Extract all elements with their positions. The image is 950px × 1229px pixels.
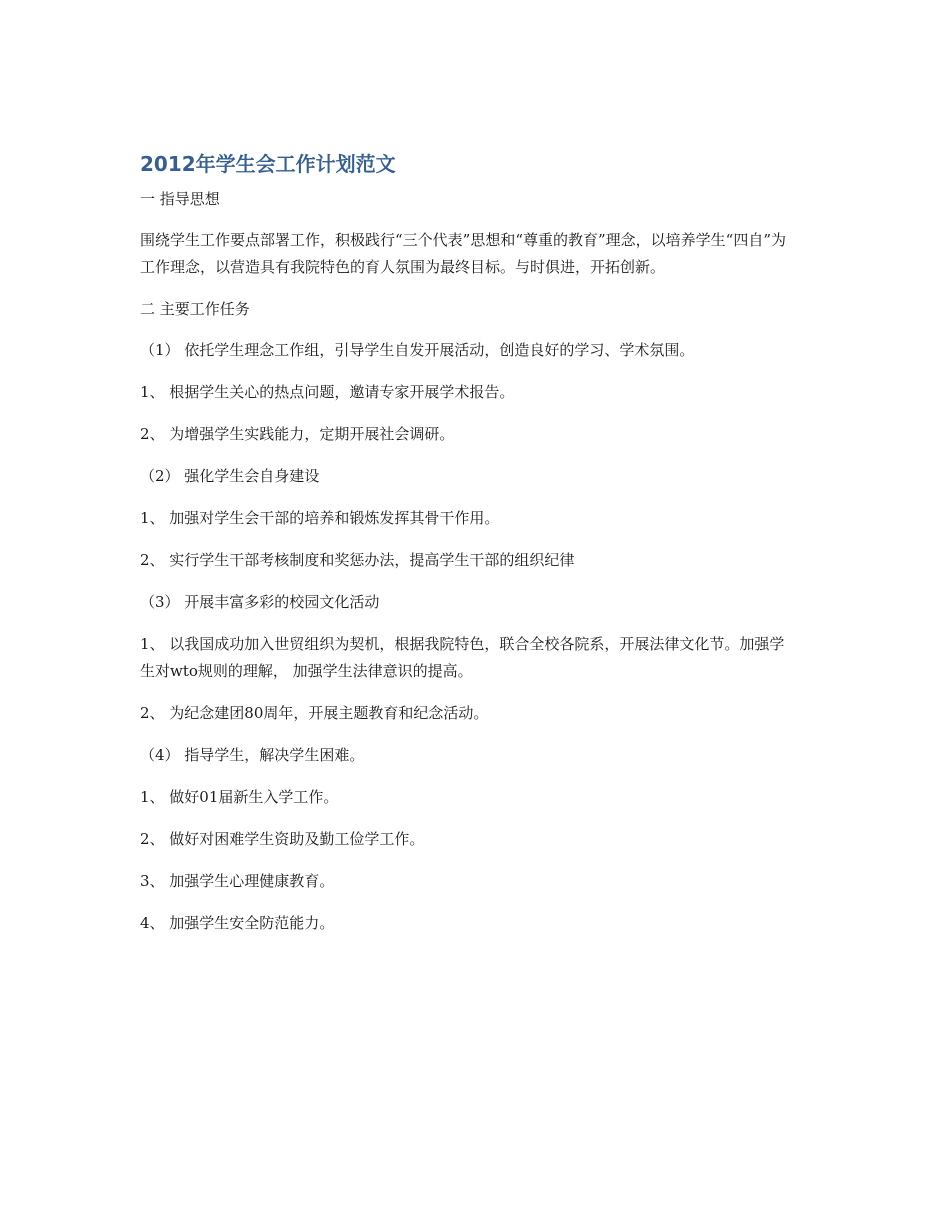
list-item: 1、 做好01届新生入学工作。 — [140, 788, 339, 806]
subheading-task-3: （3） 开展丰富多彩的校园文化活动 — [140, 593, 380, 611]
section-heading-guiding-thought: 一 指导思想 — [140, 190, 220, 208]
document-title: 2012年学生会工作计划范文 — [140, 152, 396, 176]
subheading-task-1: （1） 依托学生理念工作组，引导学生自发开展活动，创造良好的学习、学术氛围。 — [140, 341, 695, 359]
list-item: 1、 加强对学生会干部的培养和锻炼发挥其骨干作用。 — [140, 509, 500, 527]
list-item: 4、 加强学生安全防范能力。 — [140, 914, 335, 932]
list-item: 3、 加强学生心理健康教育。 — [140, 872, 335, 890]
section-heading-main-tasks: 二 主要工作任务 — [140, 300, 250, 318]
list-item: 1、 以我国成功加入世贸组织为契机，根据我院特色，联合全校各院系，开展法律文化节。加强学生对wto规则的理解， 加强学生法律意识的提高。 — [140, 635, 785, 680]
list-item: 1、 根据学生关心的热点问题，邀请专家开展学术报告。 — [140, 383, 515, 401]
list-item: 2、 为纪念建团80周年，开展主题教育和纪念活动。 — [140, 704, 489, 722]
paragraph-guiding-thought: 围绕学生工作要点部署工作，积极践行“三个代表”思想和“尊重的教育”理念，以培养学生“四自”为工作理念，以营造具有我院特色的育人氛围为最终目标。与时俱进，开拓创新。 — [140, 231, 787, 276]
document-body — [140, 150, 790, 952]
list-item: 2、 实行学生干部考核制度和奖惩办法，提高学生干部的组织纪律 — [140, 551, 575, 569]
subheading-task-4: （4） 指导学生，解决学生困难。 — [140, 746, 365, 764]
list-item: 2、 做好对困难学生资助及勤工俭学工作。 — [140, 830, 425, 848]
list-item: 2、 为增强学生实践能力，定期开展社会调研。 — [140, 425, 455, 443]
subheading-task-2: （2） 强化学生会自身建设 — [140, 467, 320, 485]
